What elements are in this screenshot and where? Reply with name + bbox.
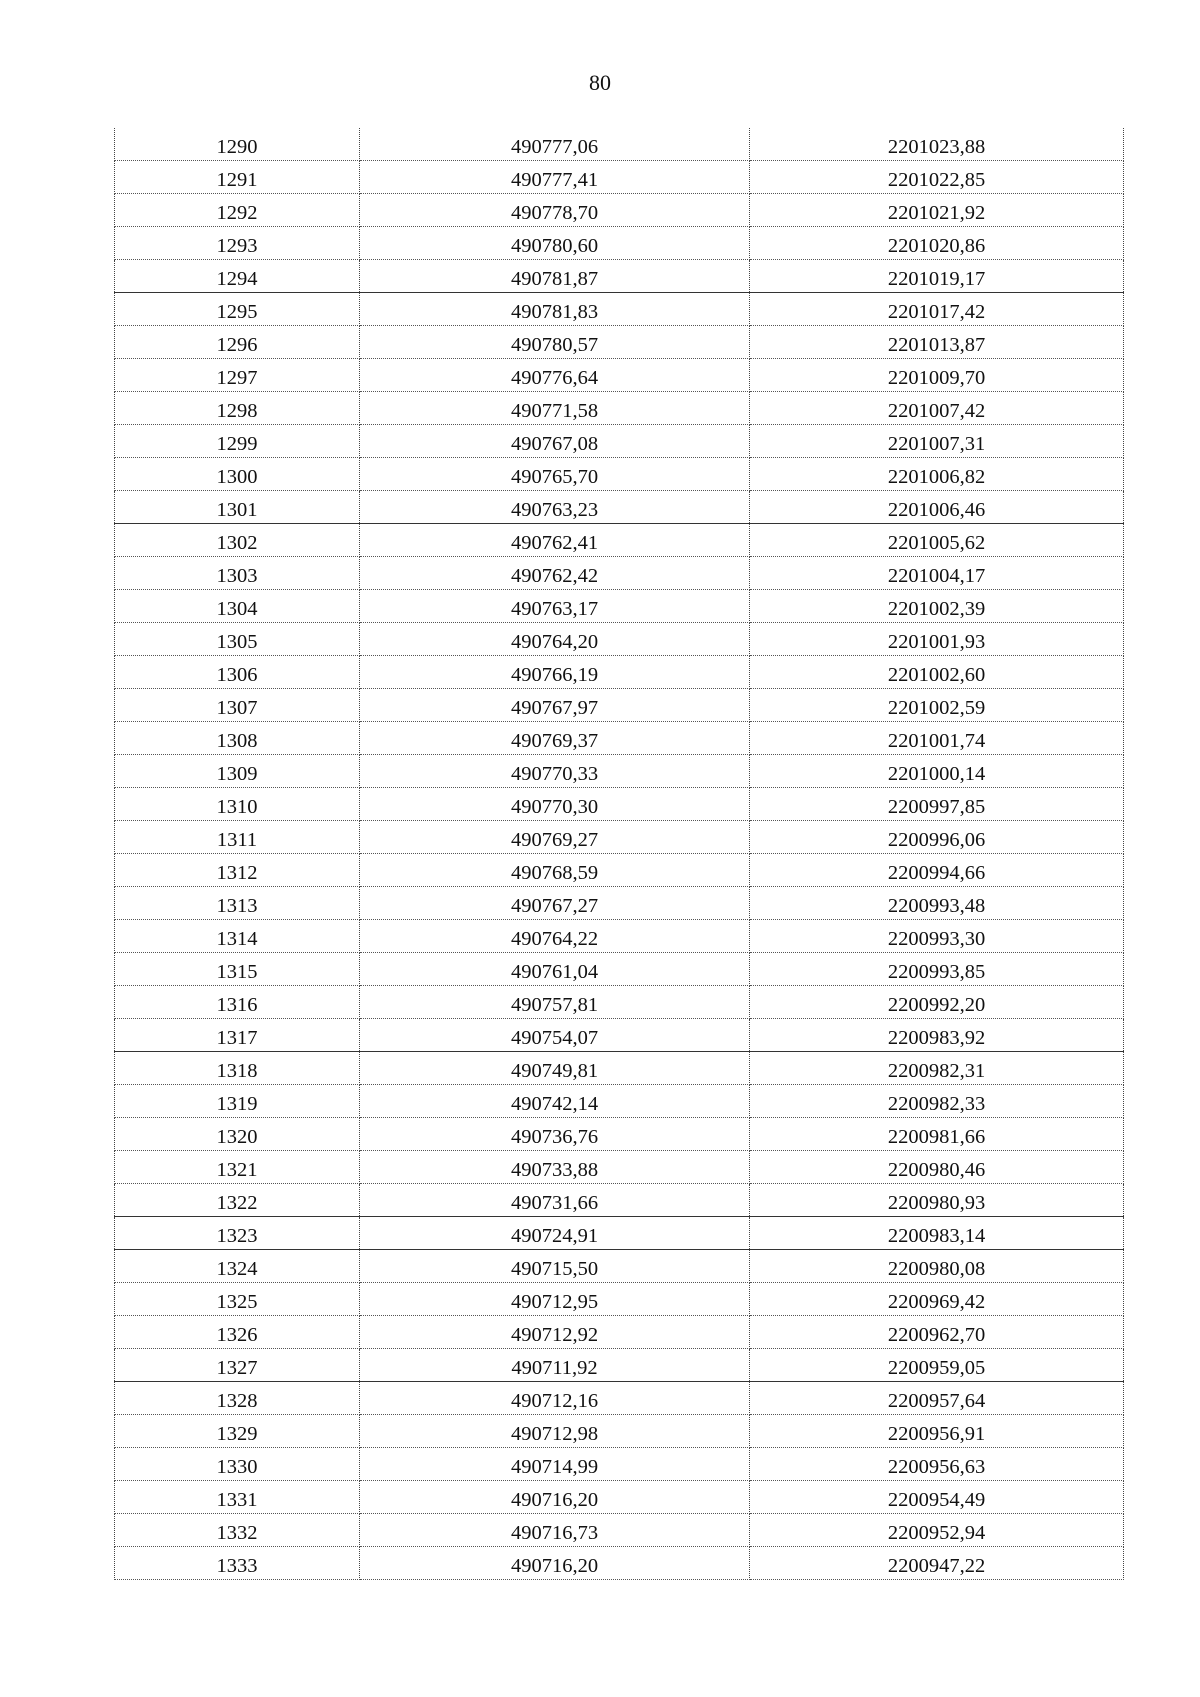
table-row <box>115 887 1124 920</box>
y-coordinate-cell: 2201005,62 <box>750 524 1124 557</box>
point-number-cell: 1323 <box>115 1217 360 1250</box>
point-number-cell: 1296 <box>115 326 360 359</box>
point-number-cell: 1333 <box>115 1547 360 1580</box>
x-coordinate-cell: 490778,70 <box>360 194 750 227</box>
table-row <box>115 689 1124 722</box>
point-number-cell: 1326 <box>115 1316 360 1349</box>
y-coordinate-cell: 2200982,31 <box>750 1052 1124 1085</box>
table-row <box>115 1283 1124 1316</box>
point-number-cell: 1311 <box>115 821 360 854</box>
coordinates-table-body <box>115 128 1124 1580</box>
x-coordinate-cell: 490777,06 <box>360 128 750 161</box>
y-coordinate-cell: 2200993,85 <box>750 953 1124 986</box>
point-number-cell: 1306 <box>115 656 360 689</box>
y-coordinate-cell: 2200983,14 <box>750 1217 1124 1250</box>
x-coordinate-cell: 490764,22 <box>360 920 750 953</box>
table-row <box>115 425 1124 458</box>
x-coordinate-cell: 490769,27 <box>360 821 750 854</box>
y-coordinate-cell: 2200962,70 <box>750 1316 1124 1349</box>
y-coordinate-cell: 2200959,05 <box>750 1349 1124 1382</box>
point-number-cell: 1304 <box>115 590 360 623</box>
table-row <box>115 161 1124 194</box>
y-coordinate-cell: 2201007,31 <box>750 425 1124 458</box>
point-number-cell: 1292 <box>115 194 360 227</box>
y-coordinate-cell: 2201006,82 <box>750 458 1124 491</box>
x-coordinate-cell: 490712,16 <box>360 1382 750 1415</box>
x-coordinate-cell: 490767,08 <box>360 425 750 458</box>
point-number-cell: 1312 <box>115 854 360 887</box>
y-coordinate-cell: 2201007,42 <box>750 392 1124 425</box>
point-number-cell: 1316 <box>115 986 360 1019</box>
x-coordinate-cell: 490742,14 <box>360 1085 750 1118</box>
page-number: 80 <box>589 70 611 95</box>
point-number-cell: 1315 <box>115 953 360 986</box>
y-coordinate-cell: 2200982,33 <box>750 1085 1124 1118</box>
y-coordinate-cell: 2200956,63 <box>750 1448 1124 1481</box>
x-coordinate-cell: 490714,99 <box>360 1448 750 1481</box>
y-coordinate-cell: 2200980,93 <box>750 1184 1124 1217</box>
y-coordinate-cell: 2201009,70 <box>750 359 1124 392</box>
table-row <box>115 260 1124 293</box>
y-coordinate-cell: 2200997,85 <box>750 788 1124 821</box>
table-row <box>115 1415 1124 1448</box>
point-number-cell: 1300 <box>115 458 360 491</box>
point-number-cell: 1325 <box>115 1283 360 1316</box>
y-coordinate-cell: 2201019,17 <box>750 260 1124 293</box>
coordinates-table-container <box>114 128 1123 1580</box>
table-row <box>115 854 1124 887</box>
point-number-cell: 1331 <box>115 1481 360 1514</box>
point-number-cell: 1295 <box>115 293 360 326</box>
table-row <box>115 1118 1124 1151</box>
table-row <box>115 1481 1124 1514</box>
x-coordinate-cell: 490762,41 <box>360 524 750 557</box>
table-row <box>115 722 1124 755</box>
table-row <box>115 524 1124 557</box>
table-row <box>115 986 1124 1019</box>
point-number-cell: 1313 <box>115 887 360 920</box>
point-number-cell: 1309 <box>115 755 360 788</box>
x-coordinate-cell: 490716,20 <box>360 1547 750 1580</box>
x-coordinate-cell: 490777,41 <box>360 161 750 194</box>
y-coordinate-cell: 2201020,86 <box>750 227 1124 260</box>
point-number-cell: 1293 <box>115 227 360 260</box>
x-coordinate-cell: 490761,04 <box>360 953 750 986</box>
table-row <box>115 194 1124 227</box>
x-coordinate-cell: 490724,91 <box>360 1217 750 1250</box>
table-row <box>115 557 1124 590</box>
point-number-cell: 1310 <box>115 788 360 821</box>
x-coordinate-cell: 490762,42 <box>360 557 750 590</box>
y-coordinate-cell: 2200980,46 <box>750 1151 1124 1184</box>
table-row <box>115 326 1124 359</box>
x-coordinate-cell: 490749,81 <box>360 1052 750 1085</box>
x-coordinate-cell: 490768,59 <box>360 854 750 887</box>
y-coordinate-cell: 2201002,39 <box>750 590 1124 623</box>
point-number-cell: 1328 <box>115 1382 360 1415</box>
point-number-cell: 1290 <box>115 128 360 161</box>
x-coordinate-cell: 490765,70 <box>360 458 750 491</box>
point-number-cell: 1321 <box>115 1151 360 1184</box>
point-number-cell: 1291 <box>115 161 360 194</box>
x-coordinate-cell: 490711,92 <box>360 1349 750 1382</box>
x-coordinate-cell: 490716,20 <box>360 1481 750 1514</box>
table-row <box>115 590 1124 623</box>
y-coordinate-cell: 2200957,64 <box>750 1382 1124 1415</box>
y-coordinate-cell: 2200992,20 <box>750 986 1124 1019</box>
point-number-cell: 1307 <box>115 689 360 722</box>
table-row <box>115 1316 1124 1349</box>
table-row <box>115 755 1124 788</box>
point-number-cell: 1332 <box>115 1514 360 1547</box>
point-number-cell: 1301 <box>115 491 360 524</box>
table-row <box>115 293 1124 326</box>
y-coordinate-cell: 2201013,87 <box>750 326 1124 359</box>
x-coordinate-cell: 490780,57 <box>360 326 750 359</box>
y-coordinate-cell: 2200993,30 <box>750 920 1124 953</box>
y-coordinate-cell: 2200994,66 <box>750 854 1124 887</box>
x-coordinate-cell: 490715,50 <box>360 1250 750 1283</box>
table-row <box>115 788 1124 821</box>
x-coordinate-cell: 490764,20 <box>360 623 750 656</box>
point-number-cell: 1297 <box>115 359 360 392</box>
table-row <box>115 1085 1124 1118</box>
point-number-cell: 1308 <box>115 722 360 755</box>
point-number-cell: 1330 <box>115 1448 360 1481</box>
y-coordinate-cell: 2201023,88 <box>750 128 1124 161</box>
y-coordinate-cell: 2201017,42 <box>750 293 1124 326</box>
point-number-cell: 1299 <box>115 425 360 458</box>
point-number-cell: 1318 <box>115 1052 360 1085</box>
table-row <box>115 1052 1124 1085</box>
y-coordinate-cell: 2201001,93 <box>750 623 1124 656</box>
y-coordinate-cell: 2201001,74 <box>750 722 1124 755</box>
x-coordinate-cell: 490733,88 <box>360 1151 750 1184</box>
table-row <box>115 392 1124 425</box>
y-coordinate-cell: 2200947,22 <box>750 1547 1124 1580</box>
point-number-cell: 1317 <box>115 1019 360 1052</box>
x-coordinate-cell: 490781,83 <box>360 293 750 326</box>
y-coordinate-cell: 2200983,92 <box>750 1019 1124 1052</box>
table-row <box>115 1514 1124 1547</box>
x-coordinate-cell: 490754,07 <box>360 1019 750 1052</box>
point-number-cell: 1298 <box>115 392 360 425</box>
table-row <box>115 359 1124 392</box>
x-coordinate-cell: 490736,76 <box>360 1118 750 1151</box>
x-coordinate-cell: 490757,81 <box>360 986 750 1019</box>
y-coordinate-cell: 2201000,14 <box>750 755 1124 788</box>
y-coordinate-cell: 2200996,06 <box>750 821 1124 854</box>
table-row <box>115 1217 1124 1250</box>
point-number-cell: 1327 <box>115 1349 360 1382</box>
y-coordinate-cell: 2200993,48 <box>750 887 1124 920</box>
point-number-cell: 1319 <box>115 1085 360 1118</box>
y-coordinate-cell: 2201021,92 <box>750 194 1124 227</box>
x-coordinate-cell: 490780,60 <box>360 227 750 260</box>
point-number-cell: 1322 <box>115 1184 360 1217</box>
point-number-cell: 1305 <box>115 623 360 656</box>
x-coordinate-cell: 490767,97 <box>360 689 750 722</box>
table-row <box>115 656 1124 689</box>
x-coordinate-cell: 490716,73 <box>360 1514 750 1547</box>
table-row <box>115 1184 1124 1217</box>
x-coordinate-cell: 490712,98 <box>360 1415 750 1448</box>
x-coordinate-cell: 490767,27 <box>360 887 750 920</box>
point-number-cell: 1303 <box>115 557 360 590</box>
y-coordinate-cell: 2200969,42 <box>750 1283 1124 1316</box>
table-row <box>115 1250 1124 1283</box>
x-coordinate-cell: 490763,23 <box>360 491 750 524</box>
y-coordinate-cell: 2201022,85 <box>750 161 1124 194</box>
table-row <box>115 1382 1124 1415</box>
table-row <box>115 227 1124 260</box>
x-coordinate-cell: 490712,95 <box>360 1283 750 1316</box>
point-number-cell: 1329 <box>115 1415 360 1448</box>
point-number-cell: 1314 <box>115 920 360 953</box>
table-row <box>115 623 1124 656</box>
x-coordinate-cell: 490763,17 <box>360 590 750 623</box>
table-row <box>115 1349 1124 1382</box>
table-row <box>115 1151 1124 1184</box>
table-row <box>115 1448 1124 1481</box>
x-coordinate-cell: 490770,33 <box>360 755 750 788</box>
y-coordinate-cell: 2200956,91 <box>750 1415 1124 1448</box>
y-coordinate-cell: 2200954,49 <box>750 1481 1124 1514</box>
y-coordinate-cell: 2201004,17 <box>750 557 1124 590</box>
x-coordinate-cell: 490731,66 <box>360 1184 750 1217</box>
y-coordinate-cell: 2200952,94 <box>750 1514 1124 1547</box>
x-coordinate-cell: 490771,58 <box>360 392 750 425</box>
point-number-cell: 1294 <box>115 260 360 293</box>
y-coordinate-cell: 2201006,46 <box>750 491 1124 524</box>
table-row <box>115 821 1124 854</box>
point-number-cell: 1320 <box>115 1118 360 1151</box>
x-coordinate-cell: 490781,87 <box>360 260 750 293</box>
y-coordinate-cell: 2201002,60 <box>750 656 1124 689</box>
table-row <box>115 491 1124 524</box>
x-coordinate-cell: 490769,37 <box>360 722 750 755</box>
table-row <box>115 1019 1124 1052</box>
x-coordinate-cell: 490712,92 <box>360 1316 750 1349</box>
table-row <box>115 920 1124 953</box>
table-row <box>115 953 1124 986</box>
coordinates-table <box>114 128 1124 1580</box>
table-row <box>115 128 1124 161</box>
x-coordinate-cell: 490776,64 <box>360 359 750 392</box>
y-coordinate-cell: 2201002,59 <box>750 689 1124 722</box>
x-coordinate-cell: 490766,19 <box>360 656 750 689</box>
table-row <box>115 458 1124 491</box>
x-coordinate-cell: 490770,30 <box>360 788 750 821</box>
y-coordinate-cell: 2200980,08 <box>750 1250 1124 1283</box>
table-row <box>115 1547 1124 1580</box>
point-number-cell: 1324 <box>115 1250 360 1283</box>
y-coordinate-cell: 2200981,66 <box>750 1118 1124 1151</box>
point-number-cell: 1302 <box>115 524 360 557</box>
